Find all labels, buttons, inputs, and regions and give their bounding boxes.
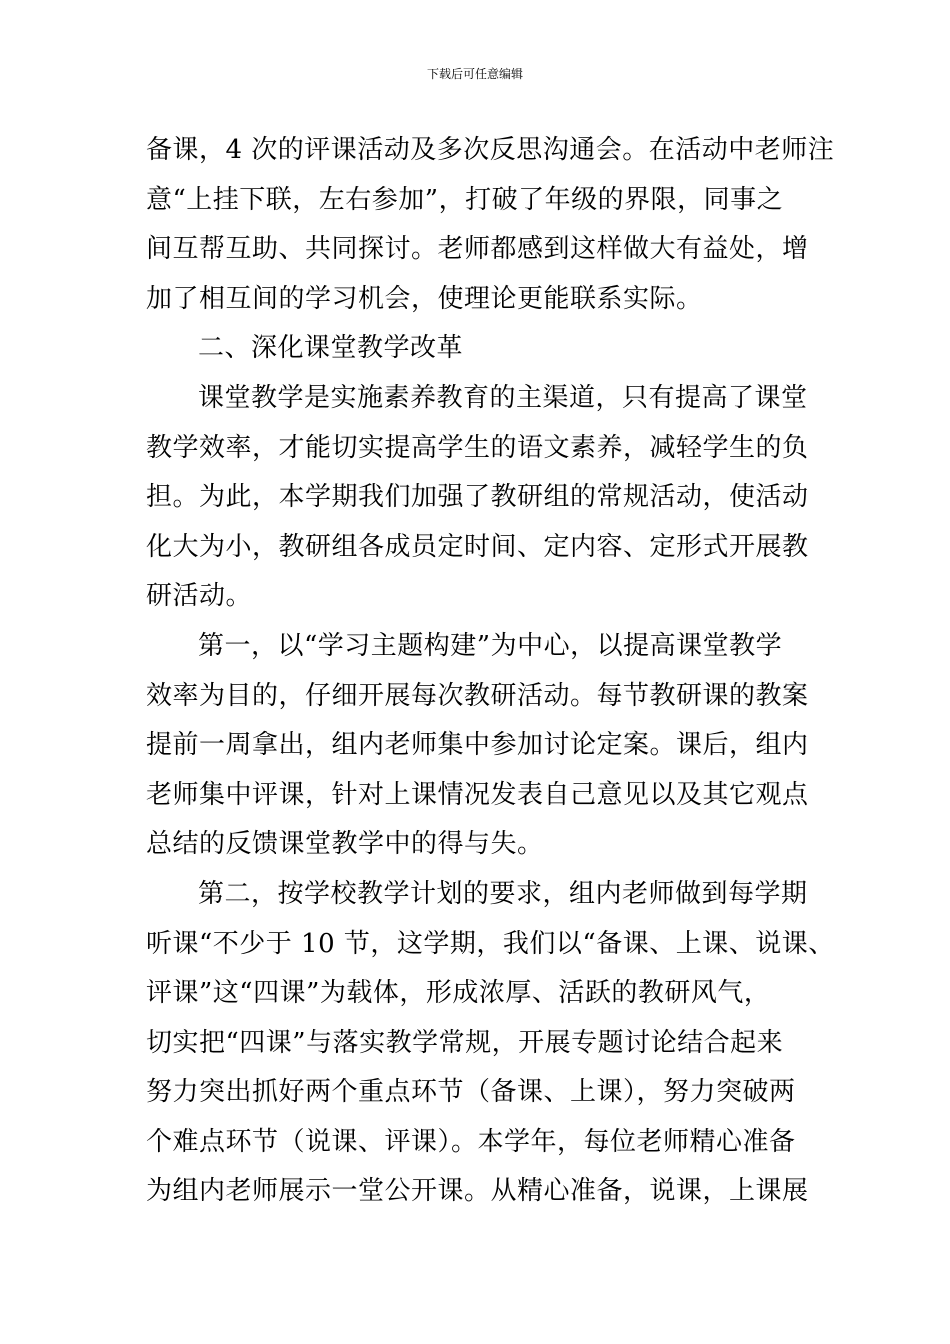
- document-body: [146, 126, 835, 1217]
- text-line: 间互帮互助、共同探讨。老师都感到这样做大有益处，增: [146, 234, 809, 265]
- text-line: 备课，4 次的评课活动及多次反思沟通会。在活动中老师注: [146, 135, 835, 165]
- section-heading: 二、深化课堂教学改革: [198, 333, 464, 364]
- text-line: 提前一周拿出，组内老师集中参加讨论定案。课后，组内: [146, 730, 809, 761]
- text-line: 意“上挂下联，左右参加”，打破了年级的界限，同事之: [146, 184, 784, 215]
- text-line: 总结的反馈课堂教学中的得与失。: [146, 829, 544, 860]
- page-header: 下载后可任意编辑: [426, 67, 523, 81]
- text-line: 化大为小，教研组各成员定时间、定内容、定形式开展教: [146, 531, 809, 562]
- text-line: 教学效率，才能切实提高学生的语文素养，减轻学生的负: [146, 432, 809, 463]
- text-line: 切实把“四课”与落实教学常规，开展专题讨论结合起来: [146, 1027, 784, 1058]
- paragraph-start: 课堂教学是实施素养教育的主渠道，只有提高了课堂: [198, 382, 808, 413]
- text-line: 加了相互间的学习机会，使理论更能联系实际。: [146, 283, 703, 314]
- text-line: 老师集中评课，针对上课情况发表自己意见以及其它观点: [146, 779, 809, 810]
- text-line: 个难点环节（说课、评课）。本学年，每位老师精心准备: [146, 1126, 796, 1157]
- text-line: 担。为此，本学期我们加强了教研组的常规活动，使活动: [146, 482, 809, 513]
- paragraph-start: 第二，按学校教学计划的要求，组内老师做到每学期: [198, 878, 808, 909]
- text-line: 评课”这“四课”为载体，形成浓厚、活跃的教研风气，: [146, 978, 771, 1009]
- text-line: 努力突出抓好两个重点环节（备课、上课），努力突破两: [146, 1077, 796, 1108]
- paragraph-start: 第一，以“学习主题构建”为中心，以提高课堂教学: [198, 630, 783, 661]
- text-line: 研活动。: [146, 581, 253, 612]
- text-line: 效率为目的，仔细开展每次教研活动。每节教研课的教案: [146, 680, 809, 711]
- text-line: 听课“不少于 10 节，这学期，我们以“备课、上课、说课、: [146, 928, 835, 959]
- text-line: 为组内老师展示一堂公开课。从精心准备，说课，上课展: [146, 1176, 809, 1207]
